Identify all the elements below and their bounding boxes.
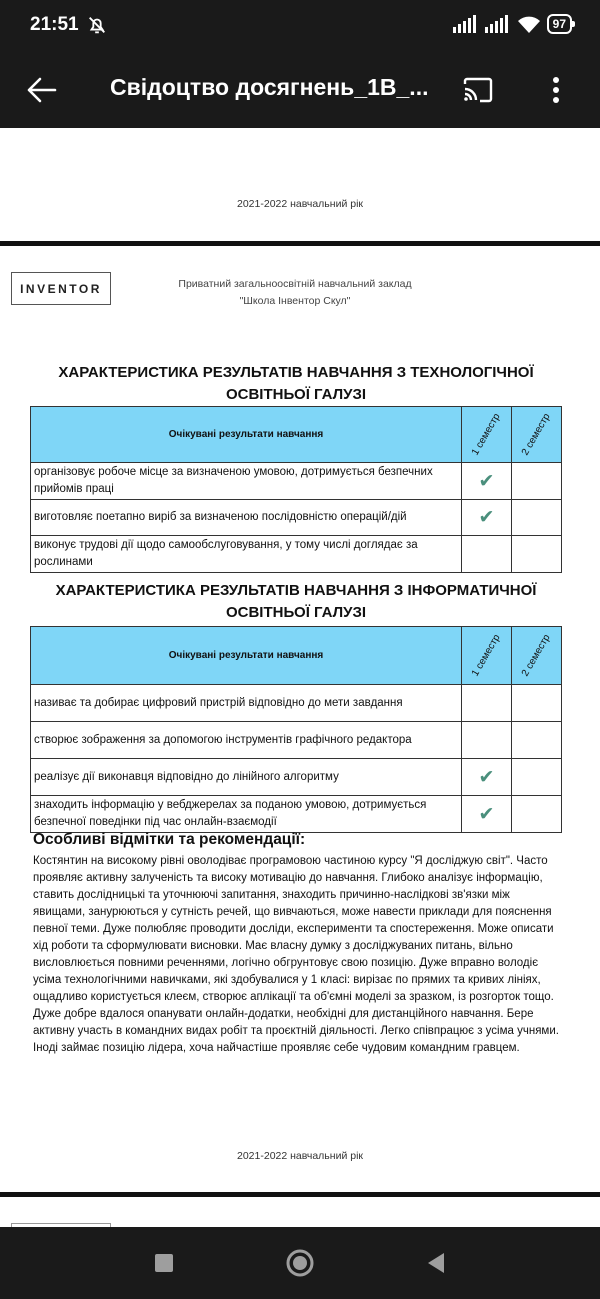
recents-square-icon <box>154 1253 174 1273</box>
results-header: Очікувані результати навчання <box>31 627 462 685</box>
check-icon: ✔ <box>478 507 495 528</box>
table-row <box>31 500 562 536</box>
school-logo: INVENTOR <box>11 272 111 305</box>
battery-icon: 97 <box>547 14 572 34</box>
page-separator <box>0 1192 600 1197</box>
mute-icon <box>86 14 108 36</box>
result-text: реалізує дії виконавця відповідно до лінійного алгоритму <box>31 759 462 796</box>
check-icon: ✔ <box>478 766 495 788</box>
notes-heading: Особливі відмітки та рекомендації: <box>33 831 306 848</box>
more-vert-icon <box>552 76 560 104</box>
cast-button[interactable] <box>458 70 498 110</box>
semester-1-cell <box>462 500 512 536</box>
navigation-bar <box>0 1227 600 1299</box>
check-icon: ✔ <box>478 470 495 492</box>
check-icon: ✔ <box>478 803 495 825</box>
status-icons <box>453 14 572 34</box>
semester-1-header: 1 семестр <box>462 407 512 463</box>
signal-icon <box>485 15 511 33</box>
result-text: називає та добирає цифровий пристрій відповідно до мети завдання <box>31 685 462 722</box>
status-time: 21:51 <box>30 14 79 35</box>
table-row <box>31 536 562 573</box>
semester-2-cell <box>512 500 562 536</box>
table-header-row <box>31 627 562 685</box>
school-line-1: Приватний загальноосвітній навчальний заклад <box>178 278 412 290</box>
school-line-2: "Школа Інвентор Скул" <box>239 295 351 307</box>
notes-body: Костянтин на високому рівні оволодіває програмовою частиною курсу "Я досліджую світ". Часто проявляє активну залученість та високу мотивацію до навчання. Глибоко аналізує інформацію, ставить дослідницькі та уточнюючі запитання, знаходить причинно-наслідкові зв'язки між явищами, занурюються у сутність речей, що вивчаються, може навести приклади для пояснення певної теми. Дуже полюбляє проводити досліди, експерименти та спостереження. Може описати хід роботи та сформулювати висновки. Має власну думку з досліджуваних питань, вільно висловлюється повними реченнями, логічно обгрунтовує свою позицію. Дуже вправно володіє усіма технологічними навичками, які здобувалися у 1 класі: вирізає по прямих та кривих лініях, ощадливо користується клеєм, створює аплікації та об'ємні моделі за зразком, із розгорток тощо. Дуже добре вдалося опанувати онлайн-додатки, необхідні для дистанційного навчання. Бере активну участь в командних видах робіт та проєктній діяльності. Легко співпрацює з усіма учнями. Іноді займає позицію лідера, хоча найчастіше проявляє себе чудовим командним гравцем. <box>33 855 559 1054</box>
table-header-row <box>31 407 562 463</box>
semester-1-cell <box>462 722 512 759</box>
page-footer-year: 2021-2022 навчальний рік <box>237 1150 363 1162</box>
back-button[interactable] <box>22 70 62 110</box>
more-options-button[interactable] <box>540 68 572 112</box>
semester-1-cell <box>462 463 512 500</box>
table-row <box>31 759 562 796</box>
info-title-line-2: ОСВІТНЬОЇ ГАЛУЗІ <box>225 604 367 621</box>
table-row <box>31 685 562 722</box>
result-text: виконує трудові дії щодо самообслуговування, у тому числі доглядає за рослинами <box>31 536 462 573</box>
home-circle-icon <box>285 1248 315 1278</box>
page-footer-year: 2021-2022 навчальний рік <box>237 198 363 210</box>
app-bar <box>0 52 600 128</box>
results-header: Очікувані результати навчання <box>31 407 462 463</box>
document-viewport[interactable] <box>0 128 600 1227</box>
semester-2-cell <box>512 536 562 573</box>
page-separator <box>0 241 600 246</box>
cast-icon <box>462 77 494 103</box>
status-bar <box>0 0 600 52</box>
school-info <box>150 276 440 310</box>
semester-2-header: 2 семестр <box>512 627 562 685</box>
table-row <box>31 722 562 759</box>
semester-1-cell <box>462 536 512 573</box>
table-row <box>31 463 562 500</box>
tech-results-table <box>30 406 562 573</box>
semester-2-cell <box>512 759 562 796</box>
back-arrow-icon <box>27 77 57 103</box>
semester-2-cell <box>512 722 562 759</box>
result-text: виготовляє поетапно виріб за визначеною послідовністю операцій/дій <box>31 500 462 536</box>
semester-1-cell <box>462 759 512 796</box>
nav-back-button[interactable] <box>420 1247 452 1279</box>
info-title-line-1: ХАРАКТЕРИСТИКА РЕЗУЛЬТАТІВ НАВЧАННЯ З ІНФОРМАТИЧНОЇ <box>55 582 537 599</box>
info-results-table <box>30 626 562 833</box>
signal-icon <box>453 15 479 33</box>
semester-1-header: 1 семестр <box>462 627 512 685</box>
semester-1-cell <box>462 685 512 722</box>
result-text: знаходить інформацію у вебджерелах за поданою умовою, дотримується безпечної поведінки під час онлайн-взаємодії <box>31 796 462 833</box>
recents-button[interactable] <box>148 1247 180 1279</box>
back-triangle-icon <box>426 1252 446 1274</box>
semester-2-header: 2 семестр <box>512 407 562 463</box>
semester-1-cell <box>462 796 512 833</box>
semester-2-cell <box>512 463 562 500</box>
wifi-icon <box>517 14 541 34</box>
semester-2-cell <box>512 796 562 833</box>
document-title: Свідоцтво досягнень_1В_... <box>110 74 429 100</box>
semester-2-cell <box>512 685 562 722</box>
tech-title-line-2: ОСВІТНЬОЇ ГАЛУЗІ <box>225 386 367 403</box>
tech-title-line-1: ХАРАКТЕРИСТИКА РЕЗУЛЬТАТІВ НАВЧАННЯ З ТЕХНОЛОГІЧНОЇ <box>58 364 534 381</box>
result-text: організовує робоче місце за визначеною умовою, дотримується безпечних прийомів праці <box>31 463 462 500</box>
result-text: створює зображення за допомогою інструментів графічного редактора <box>31 722 462 759</box>
table-row <box>31 796 562 833</box>
home-button[interactable] <box>284 1247 316 1279</box>
info-section-title <box>30 580 562 624</box>
tech-section-title <box>30 362 562 406</box>
